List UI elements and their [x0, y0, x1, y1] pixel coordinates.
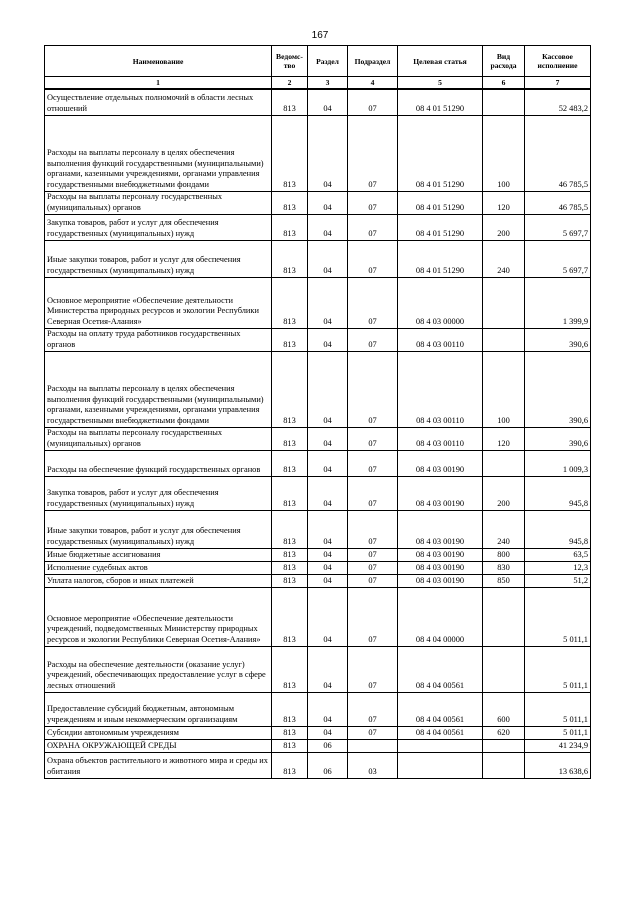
row-subsection: 07 [348, 89, 398, 115]
row-expense-type: 100 [483, 351, 525, 427]
row-dept: 813 [272, 191, 308, 214]
row-dept: 813 [272, 587, 308, 646]
row-target: 08 4 01 51290 [398, 115, 483, 191]
row-dept: 813 [272, 476, 308, 510]
row-target: 08 4 04 00561 [398, 646, 483, 692]
row-target: 08 4 04 00561 [398, 726, 483, 739]
row-name: Иные закупки товаров, работ и услуг для обеспечения государственных (муниципальных) нужд [45, 240, 272, 277]
table-row [45, 510, 591, 548]
column-number-row [45, 77, 591, 90]
row-subsection: 07 [348, 328, 398, 351]
row-name: Иные бюджетные ассигнования [45, 548, 272, 561]
row-expense-type [483, 646, 525, 692]
row-section: 04 [308, 427, 348, 450]
table-row [45, 191, 591, 214]
row-name: Расходы на обеспечение деятельности (оказание услуг) учреждений, обеспечивающих предоставление услуг в сфере лесных отношений [45, 646, 272, 692]
row-target: 08 4 03 00190 [398, 450, 483, 476]
row-target: 08 4 01 51290 [398, 240, 483, 277]
row-subsection: 07 [348, 214, 398, 240]
row-amount: 46 785,5 [525, 191, 591, 214]
row-subsection: 07 [348, 476, 398, 510]
row-amount: 13 638,6 [525, 752, 591, 778]
row-subsection: 07 [348, 692, 398, 726]
row-target: 08 4 01 51290 [398, 89, 483, 115]
row-section: 04 [308, 351, 348, 427]
row-subsection: 07 [348, 427, 398, 450]
row-expense-type [483, 277, 525, 328]
row-subsection: 07 [348, 510, 398, 548]
table-row [45, 214, 591, 240]
row-amount: 390,6 [525, 427, 591, 450]
row-section: 06 [308, 739, 348, 752]
header-expense-type: Вид расхода [483, 46, 525, 77]
table-row [45, 328, 591, 351]
header-amount: Кассовое исполнение [525, 46, 591, 77]
row-name: Расходы на обеспечение функций государственных органов [45, 450, 272, 476]
row-target: 08 4 03 00110 [398, 351, 483, 427]
header-section: Раздел [308, 46, 348, 77]
row-amount: 12,3 [525, 561, 591, 574]
row-subsection: 07 [348, 587, 398, 646]
row-expense-type: 600 [483, 692, 525, 726]
table-row [45, 587, 591, 646]
row-target: 08 4 01 51290 [398, 214, 483, 240]
row-name: Расходы на выплаты персоналу в целях обеспечения выполнения функций государственными (муниципальными) органами, казенными учреждениями, органами управления государственными внебюджетными фондами [45, 115, 272, 191]
row-name: Иные закупки товаров, работ и услуг для обеспечения государственных (муниципальных) нужд [45, 510, 272, 548]
table-row [45, 476, 591, 510]
row-amount: 945,8 [525, 476, 591, 510]
row-amount: 5 011,1 [525, 692, 591, 726]
row-target: 08 4 03 00190 [398, 510, 483, 548]
table-row [45, 351, 591, 427]
row-name: Уплата налогов, сборов и иных платежей [45, 574, 272, 587]
column-number: 4 [348, 77, 398, 90]
row-target: 08 4 03 00190 [398, 476, 483, 510]
row-target: 08 4 03 00110 [398, 427, 483, 450]
row-section: 04 [308, 646, 348, 692]
row-target: 08 4 03 00190 [398, 574, 483, 587]
row-amount: 63,5 [525, 548, 591, 561]
row-dept: 813 [272, 427, 308, 450]
row-expense-type: 830 [483, 561, 525, 574]
header-dept: Ведомс-тво [272, 46, 308, 77]
header-name: Наименование [45, 46, 272, 77]
row-subsection: 07 [348, 115, 398, 191]
row-section: 06 [308, 752, 348, 778]
row-expense-type: 200 [483, 476, 525, 510]
row-expense-type: 240 [483, 240, 525, 277]
column-number: 3 [308, 77, 348, 90]
row-section: 04 [308, 240, 348, 277]
row-amount: 5 011,1 [525, 646, 591, 692]
row-target [398, 752, 483, 778]
table-row [45, 548, 591, 561]
row-subsection: 07 [348, 646, 398, 692]
row-dept: 813 [272, 574, 308, 587]
table-row [45, 561, 591, 574]
table-row [45, 692, 591, 726]
row-name: Основное мероприятие «Обеспечение деятельности Министерства природных ресурсов и экологии Республики Северная Осетия-Алания» [45, 277, 272, 328]
row-name: Субсидии автономным учреждениям [45, 726, 272, 739]
row-subsection: 07 [348, 351, 398, 427]
row-dept: 813 [272, 752, 308, 778]
row-subsection: 07 [348, 726, 398, 739]
header-target: Целевая статья [398, 46, 483, 77]
row-dept: 813 [272, 89, 308, 115]
row-subsection: 03 [348, 752, 398, 778]
row-name: ОХРАНА ОКРУЖАЮЩЕЙ СРЕДЫ [45, 739, 272, 752]
row-amount: 1 399,9 [525, 277, 591, 328]
row-section: 04 [308, 476, 348, 510]
row-amount: 41 234,9 [525, 739, 591, 752]
row-subsection: 07 [348, 561, 398, 574]
table-row [45, 646, 591, 692]
row-expense-type: 120 [483, 427, 525, 450]
table-row [45, 115, 591, 191]
row-name: Осуществление отдельных полномочий в области лесных отношений [45, 89, 272, 115]
row-dept: 813 [272, 646, 308, 692]
table-row [45, 726, 591, 739]
row-expense-type: 100 [483, 115, 525, 191]
page-number: 167 [311, 30, 329, 41]
row-name: Охрана объектов растительного и животного мира и среды их обитания [45, 752, 272, 778]
row-amount: 945,8 [525, 510, 591, 548]
row-name: Исполнение судебных актов [45, 561, 272, 574]
column-number: 2 [272, 77, 308, 90]
row-amount: 5 697,7 [525, 240, 591, 277]
row-amount: 390,6 [525, 328, 591, 351]
row-section: 04 [308, 214, 348, 240]
row-name: Расходы на выплаты персоналу государственных (муниципальных) органов [45, 191, 272, 214]
row-target: 08 4 03 00000 [398, 277, 483, 328]
row-expense-type [483, 752, 525, 778]
table-row [45, 752, 591, 778]
row-section: 04 [308, 115, 348, 191]
row-name: Закупка товаров, работ и услуг для обеспечения государственных (муниципальных) нужд [45, 476, 272, 510]
row-amount: 390,6 [525, 351, 591, 427]
row-amount: 1 009,3 [525, 450, 591, 476]
budget-execution-table [44, 45, 591, 779]
row-expense-type: 120 [483, 191, 525, 214]
row-section: 04 [308, 587, 348, 646]
row-subsection: 07 [348, 191, 398, 214]
row-dept: 813 [272, 561, 308, 574]
table-row [45, 240, 591, 277]
row-expense-type [483, 450, 525, 476]
row-subsection: 07 [348, 574, 398, 587]
table-row [45, 450, 591, 476]
row-name: Закупка товаров, работ и услуг для обеспечения государственных (муниципальных) нужд [45, 214, 272, 240]
row-section: 04 [308, 574, 348, 587]
row-name: Предоставление субсидий бюджетным, автономным учреждениям и иным некоммерческим организациям [45, 692, 272, 726]
row-target: 08 4 04 00561 [398, 692, 483, 726]
row-dept: 813 [272, 692, 308, 726]
row-name: Расходы на выплаты персоналу в целях обеспечения выполнения функций государственными (муниципальными) органами, казенными учреждениями, органами управления государственными внебюджетными фондами [45, 351, 272, 427]
row-section: 04 [308, 561, 348, 574]
row-section: 04 [308, 510, 348, 548]
row-dept: 813 [272, 328, 308, 351]
row-expense-type [483, 89, 525, 115]
header-subsection: Подраздел [348, 46, 398, 77]
row-dept: 813 [272, 115, 308, 191]
table-row [45, 277, 591, 328]
row-subsection: 07 [348, 277, 398, 328]
row-name: Расходы на выплаты персоналу государственных (муниципальных) органов [45, 427, 272, 450]
table-row [45, 427, 591, 450]
row-subsection [348, 739, 398, 752]
column-number: 6 [483, 77, 525, 90]
row-name: Основное мероприятие «Обеспечение деятельности учреждений, подведомственных Министерству природных ресурсов и экологии Республики Северная Осетия-Алания» [45, 587, 272, 646]
header-row [45, 46, 591, 77]
row-expense-type: 620 [483, 726, 525, 739]
row-dept: 813 [272, 351, 308, 427]
row-dept: 813 [272, 548, 308, 561]
row-expense-type: 850 [483, 574, 525, 587]
row-expense-type: 800 [483, 548, 525, 561]
row-expense-type [483, 739, 525, 752]
row-section: 04 [308, 726, 348, 739]
row-amount: 5 011,1 [525, 726, 591, 739]
row-amount: 51,2 [525, 574, 591, 587]
row-target: 08 4 01 51290 [398, 191, 483, 214]
row-amount: 5 011,1 [525, 587, 591, 646]
row-target [398, 739, 483, 752]
row-expense-type: 240 [483, 510, 525, 548]
row-expense-type: 200 [483, 214, 525, 240]
row-section: 04 [308, 548, 348, 561]
row-dept: 813 [272, 240, 308, 277]
row-target: 08 4 04 00000 [398, 587, 483, 646]
row-amount: 46 785,5 [525, 115, 591, 191]
row-expense-type [483, 328, 525, 351]
row-dept: 813 [272, 277, 308, 328]
row-subsection: 07 [348, 450, 398, 476]
row-section: 04 [308, 277, 348, 328]
row-dept: 813 [272, 214, 308, 240]
row-dept: 813 [272, 726, 308, 739]
row-subsection: 07 [348, 240, 398, 277]
table-row [45, 89, 591, 115]
column-number: 5 [398, 77, 483, 90]
row-amount: 52 483,2 [525, 89, 591, 115]
row-target: 08 4 03 00190 [398, 561, 483, 574]
column-number: 7 [525, 77, 591, 90]
row-subsection: 07 [348, 548, 398, 561]
column-number: 1 [45, 77, 272, 90]
row-dept: 813 [272, 739, 308, 752]
row-expense-type [483, 587, 525, 646]
row-section: 04 [308, 692, 348, 726]
row-dept: 813 [272, 510, 308, 548]
row-section: 04 [308, 450, 348, 476]
row-name: Расходы на оплату труда работников государственных органов [45, 328, 272, 351]
row-section: 04 [308, 191, 348, 214]
row-section: 04 [308, 328, 348, 351]
table-row [45, 574, 591, 587]
row-section: 04 [308, 89, 348, 115]
table-row [45, 739, 591, 752]
row-target: 08 4 03 00190 [398, 548, 483, 561]
row-dept: 813 [272, 450, 308, 476]
row-target: 08 4 03 00110 [398, 328, 483, 351]
row-amount: 5 697,7 [525, 214, 591, 240]
